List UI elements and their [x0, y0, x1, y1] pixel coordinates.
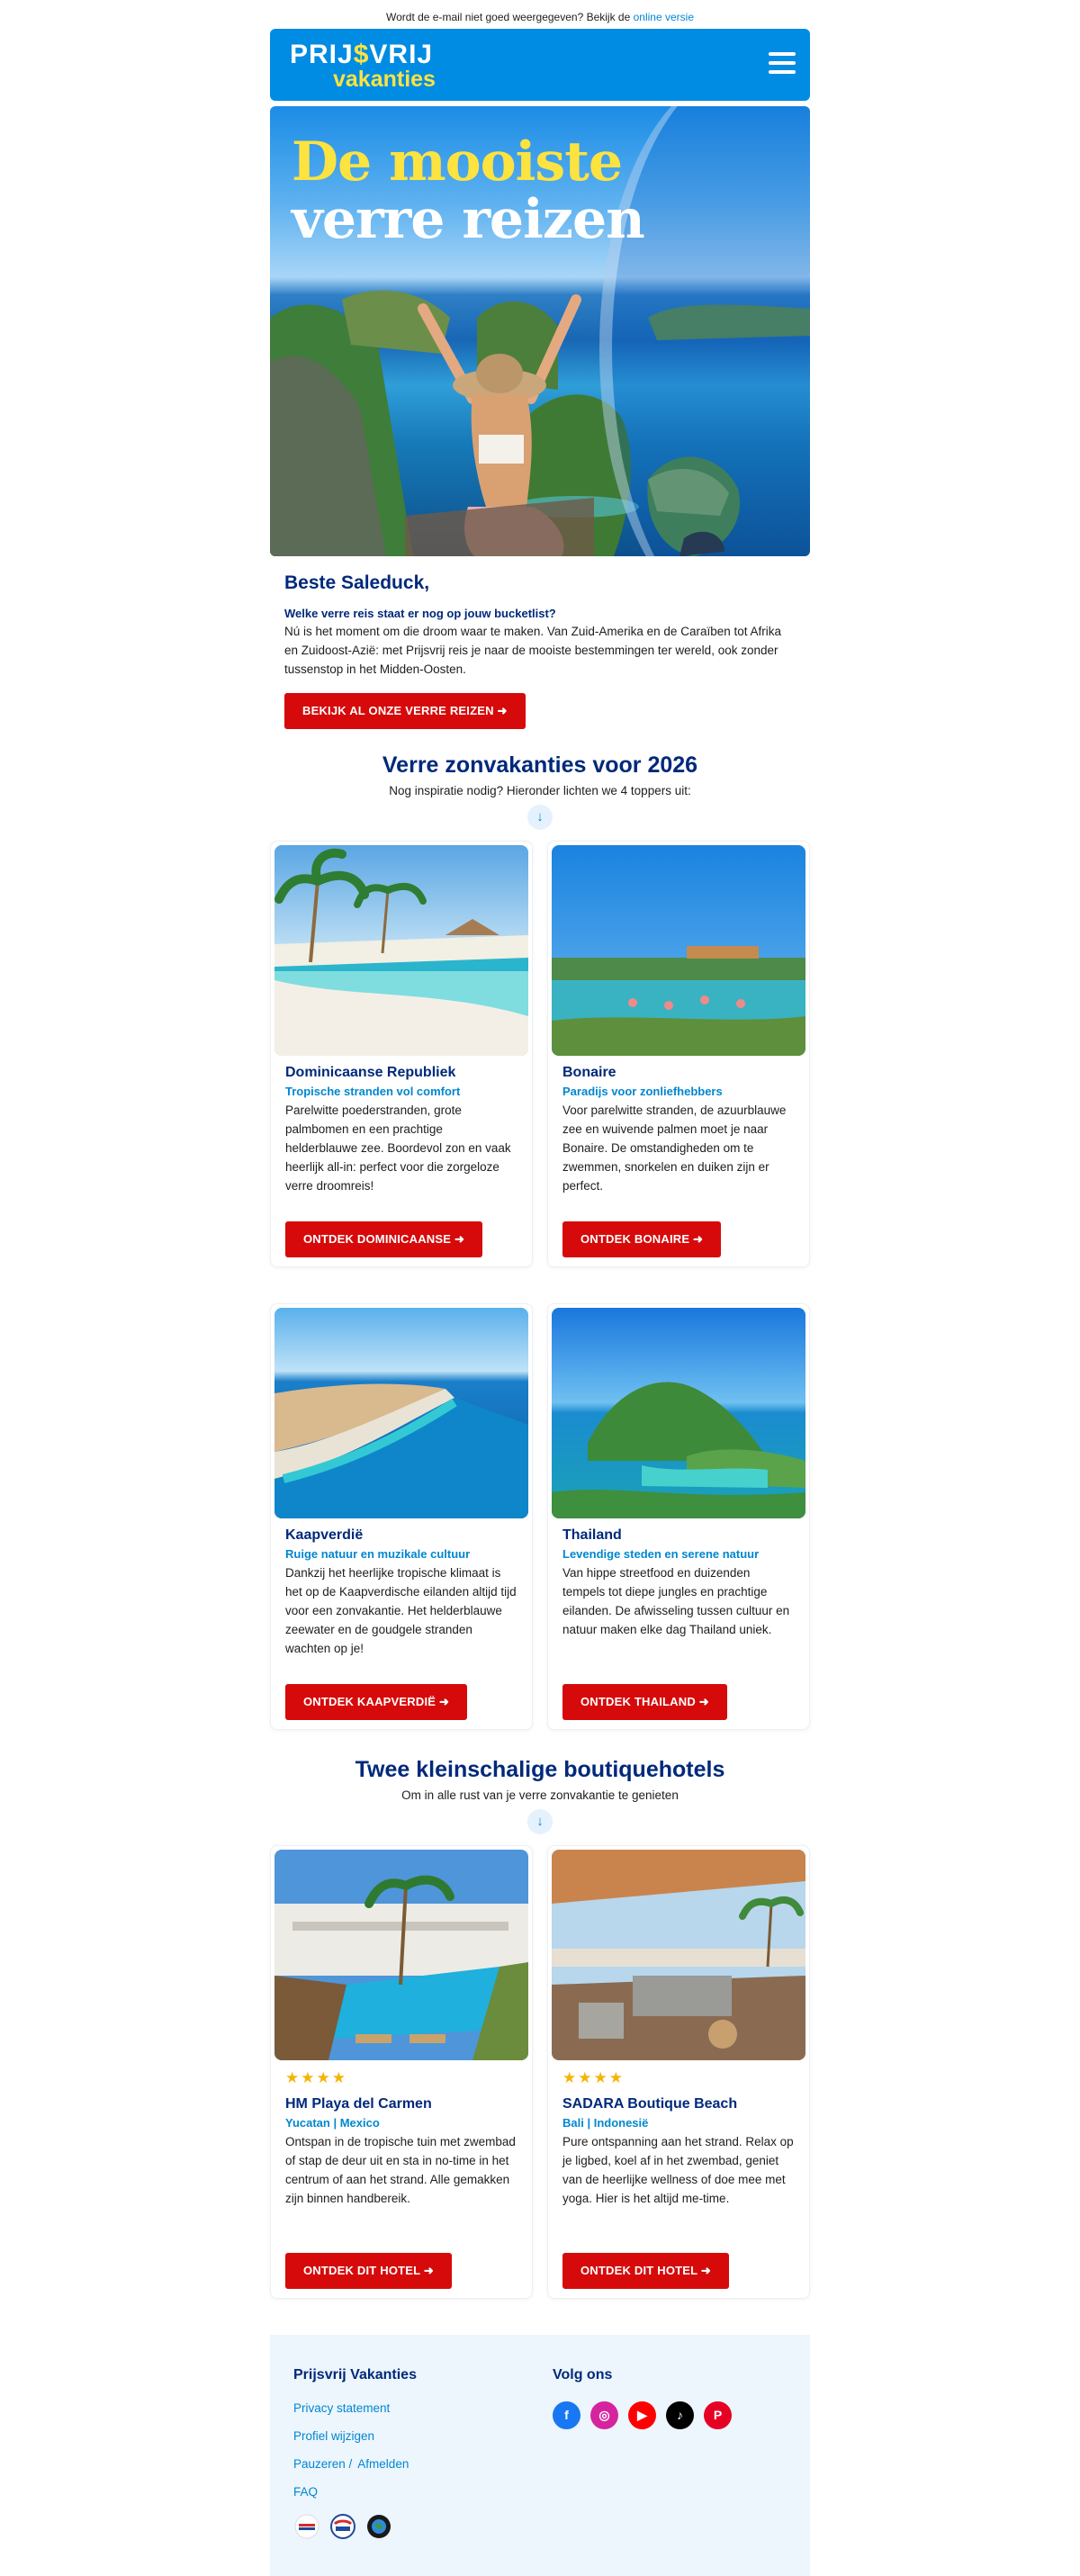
hero-woman-figure — [405, 291, 594, 556]
hotel-image-pool — [274, 1850, 528, 2060]
preheader — [270, 0, 810, 29]
footer-social-column — [553, 2367, 732, 2540]
destination-name: Dominicaanse Republiek — [285, 1065, 456, 1080]
destination-card-thailand[interactable] — [547, 1303, 810, 1730]
destination-image-island — [552, 1308, 806, 1518]
intro-text: Nú is het moment om die droom waar te maken. Van Zuid-Amerika en de Caraïben tot Afrika en Zuidoost-Azië: met Prijsvrij reis je naar de mooiste bestemmingen ter wereld, ook zonder tussenstop in het Midden-Oosten. — [284, 625, 782, 676]
hotel-name: HM Playa del Carmen — [285, 2096, 432, 2112]
section-subtitle-destinations: Nog inspiratie nodig? Hieronder lichten we 4 toppers uit: — [389, 784, 691, 797]
logo-text-1: PRIJ — [290, 40, 354, 69]
facebook-icon[interactable]: f — [553, 2401, 580, 2429]
arrow-down-icon: ↓ — [527, 805, 553, 830]
certification-badges — [293, 2513, 553, 2540]
calamiteitenfonds-badge-icon — [365, 2513, 392, 2540]
destinations-row-1 — [270, 841, 810, 1267]
destination-image-beach-palms — [274, 845, 528, 1056]
destination-name: Thailand — [562, 1527, 622, 1543]
discover-kaapverdie-button[interactable]: ONTDEK KAAPVERDIË ➜ — [285, 1684, 467, 1720]
hotel-card-sadara[interactable] — [547, 1845, 810, 2299]
hero-title-line-2: verre reizen — [292, 188, 644, 251]
sgr-badge-icon — [329, 2513, 356, 2540]
hotel-card-hm-playa[interactable] — [270, 1845, 533, 2299]
discover-hotel-button[interactable]: ONTDEK DIT HOTEL ➜ — [285, 2253, 452, 2289]
destination-description: Van hippe streetfood en duizenden tempels tot diepe jungles en prachtige eilanden. De afwisseling tussen cultuur en natuur maken elke dag Thailand uniek. — [562, 1566, 790, 1636]
destination-tagline: Tropische stranden vol comfort — [285, 1085, 461, 1098]
intro-section — [270, 556, 810, 729]
pause-link[interactable]: Pauzeren / — [293, 2457, 353, 2471]
destinations-row-2 — [270, 1303, 810, 1730]
logo-text-vakanties: vakanties — [333, 67, 436, 92]
email-container — [270, 0, 810, 2576]
destinations-section-header — [270, 752, 810, 830]
destination-card-kaapverdie[interactable] — [270, 1303, 533, 1730]
pinterest-icon[interactable]: P — [704, 2401, 732, 2429]
view-all-trips-button[interactable]: BEKIJK AL ONZE VERRE REIZEN ➜ — [284, 693, 526, 729]
destination-card-dominicaanse[interactable] — [270, 841, 533, 1267]
rating-stars: ★★★★ — [285, 2069, 347, 2086]
destination-image-coast-aerial — [274, 1308, 528, 1518]
destination-description: Dankzij het heerlijke tropische klimaat is het op de Kaapverdische eilanden altijd tijd voor een zonvakantie. Het helderblauwe zeewater en de goudgele stranden wachten op je! — [285, 1566, 517, 1655]
preheader-text: Wordt de e-mail niet goed weergegeven? Bekijk de — [386, 11, 631, 23]
logo-dollar: $ — [353, 40, 370, 69]
destination-card-bonaire[interactable] — [547, 841, 810, 1267]
rating-stars: ★★★★ — [562, 2069, 625, 2086]
hamburger-icon[interactable] — [769, 52, 796, 74]
discover-hotel-button[interactable]: ONTDEK DIT HOTEL ➜ — [562, 2253, 729, 2289]
destination-description: Voor parelwitte stranden, de azuurblauwe zee en wuivende palmen moet je naar Bonaire. De omstandigheden om te zwemmen, snorkelen en duiken zijn er perfect. — [562, 1103, 787, 1193]
faq-link[interactable]: FAQ — [293, 2485, 319, 2499]
section-subtitle-hotels: Om in alle rust van je verre zonvakantie te genieten — [401, 1788, 679, 1802]
hero-title-line-1: De mooiste — [292, 131, 623, 194]
discover-thailand-button[interactable]: ONTDEK THAILAND ➜ — [562, 1684, 727, 1720]
privacy-link[interactable]: Privacy statement — [293, 2401, 391, 2415]
hotels-row — [270, 1845, 810, 2299]
destination-name: Kaapverdië — [285, 1527, 364, 1543]
discover-dominicaanse-button[interactable]: ONTDEK DOMINICAANSE ➜ — [285, 1221, 482, 1257]
anvr-badge-icon — [293, 2513, 320, 2540]
destination-description: Parelwitte poederstranden, grote palmbomen en een prachtige helderblauwe zee. Boordevol zon en vaak heerlijk all-in: perfect voor die zorgeloze verre droomreis! — [285, 1103, 511, 1193]
section-title-hotels: Twee kleinschalige boutiquehotels — [355, 1757, 725, 1782]
arrow-down-icon: ↓ — [527, 1809, 553, 1834]
hotel-description: Pure ontspanning aan het strand. Relax op je ligbed, koel af in het zwembad, geniet van de heerlijke wellness of doe mee met yoga. Hier is het altijd me-time. — [562, 2135, 794, 2205]
hotel-location: Yucatan | Mexico — [285, 2116, 380, 2130]
hero-banner[interactable] — [270, 106, 810, 556]
destination-tagline: Paradijs voor zonliefhebbers — [562, 1085, 723, 1098]
unsubscribe-link[interactable]: Afmelden — [357, 2457, 410, 2471]
hotel-location: Bali | Indonesië — [562, 2116, 649, 2130]
destination-image-flamingos — [552, 845, 806, 1056]
instagram-icon[interactable]: ◎ — [590, 2401, 618, 2429]
footer-title: Prijsvrij Vakanties — [293, 2367, 417, 2382]
logo-text-2: VRIJ — [369, 40, 434, 69]
social-icons — [553, 2401, 732, 2429]
header-bar — [270, 29, 810, 101]
hero-title — [292, 131, 644, 251]
destination-tagline: Levendige steden en serene natuur — [562, 1547, 760, 1561]
follow-title: Volg ons — [553, 2367, 613, 2382]
online-version-link[interactable]: online versie — [633, 11, 694, 23]
youtube-icon[interactable]: ▶ — [628, 2401, 656, 2429]
profile-link[interactable]: Profiel wijzigen — [293, 2429, 375, 2443]
hotel-image-lounge — [552, 1850, 806, 2060]
intro-question: Welke verre reis staat er nog op jouw bucketlist? — [284, 607, 556, 620]
prijsvrij-logo[interactable] — [290, 40, 452, 92]
destination-name: Bonaire — [562, 1065, 616, 1080]
hotel-description: Ontspan in de tropische tuin met zwembad of stap de deur uit en sta in no-time in het centrum of aan het strand. Alle gemakken zijn binnen handbereik. — [285, 2135, 516, 2205]
greeting: Beste Saleduck, — [284, 572, 430, 593]
hotels-section-header — [270, 1757, 810, 1834]
section-title-destinations: Verre zonvakanties voor 2026 — [382, 752, 698, 778]
footer-links-column — [293, 2367, 553, 2540]
tiktok-icon[interactable]: ♪ — [666, 2401, 694, 2429]
discover-bonaire-button[interactable]: ONTDEK BONAIRE ➜ — [562, 1221, 721, 1257]
hotel-name: SADARA Boutique Beach — [562, 2096, 738, 2112]
destination-tagline: Ruige natuur en muzikale cultuur — [285, 1547, 471, 1561]
